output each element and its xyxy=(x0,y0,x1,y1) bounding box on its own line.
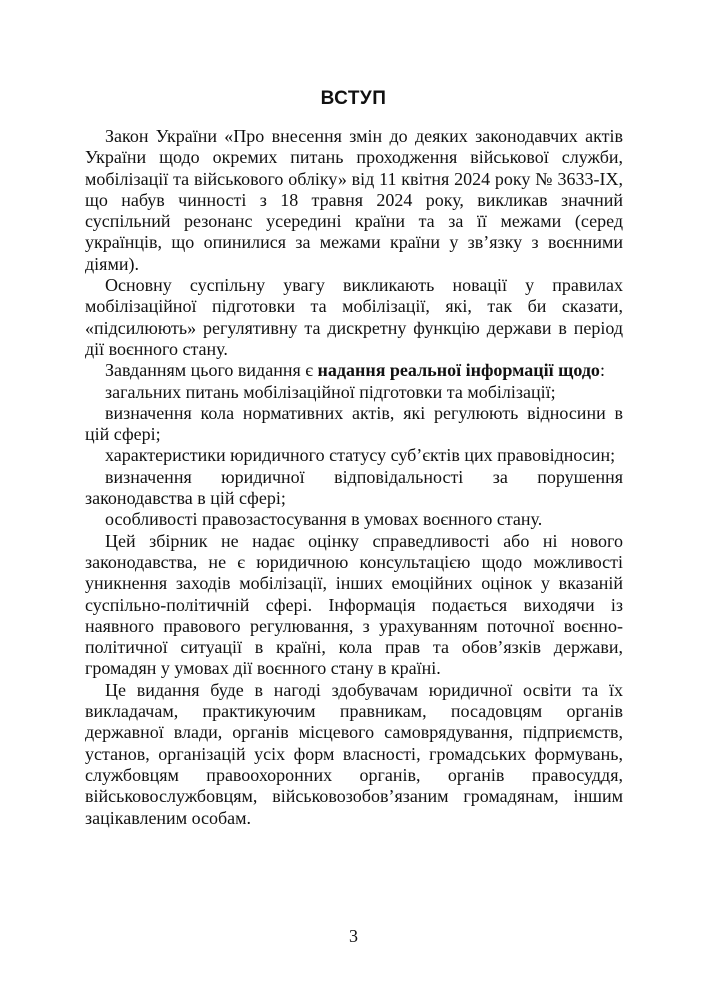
text-line xyxy=(85,211,623,232)
text-segment: Основну суспільну увагу викликають новації у правилах xyxy=(105,275,623,296)
text-line xyxy=(85,637,623,658)
text-segment: мобілізації та військового обліку» від 11 квітня 2024 року № 3633-IX, xyxy=(85,168,623,189)
text-segment: характеристики юридичного статусу суб’єктів цих правовідносин; xyxy=(105,445,616,466)
paragraph xyxy=(85,509,623,530)
text-segment: громадян у умовах дії воєнного стану в країні. xyxy=(85,658,441,679)
paragraph xyxy=(85,382,623,403)
text-line xyxy=(85,552,623,573)
text-line xyxy=(85,382,623,403)
text-line xyxy=(85,403,623,424)
paragraph xyxy=(85,680,623,829)
text-line xyxy=(85,339,623,360)
text-segment: наявного правового регулювання, з урахуванням поточної воєнно- xyxy=(85,615,623,636)
paragraph xyxy=(85,467,623,510)
text-segment: військовослужбовцям, військовозобов’язаним громадянам, іншим xyxy=(85,786,623,807)
text-segment: законодавства, не є юридичною консультацією щодо можливості xyxy=(85,551,623,572)
text-segment: українців, що опинилися за межами країни у зв’язку з воєнними xyxy=(85,232,623,253)
text-segment: : xyxy=(599,360,605,381)
paragraph xyxy=(85,531,623,680)
text-line xyxy=(85,765,623,786)
text-line xyxy=(85,722,623,743)
text-line xyxy=(85,147,623,168)
text-line xyxy=(85,786,623,807)
text-segment: мобілізаційної підготовки та мобілізації, які, так би сказати, xyxy=(85,296,623,317)
text-segment: законодавства в цій сфері; xyxy=(85,488,286,509)
text-segment: установ, організацій усіх форм власності, громадських формувань, xyxy=(85,743,623,764)
text-segment: службовцям правоохоронних органів, органів правосуддя, xyxy=(85,764,623,785)
paragraph xyxy=(85,275,623,360)
paragraph xyxy=(85,403,623,446)
text-line xyxy=(85,275,623,296)
paragraph xyxy=(85,360,623,381)
text-segment: зацікавленим особам. xyxy=(85,807,252,828)
text-segment: цій сфері; xyxy=(85,424,161,445)
text-line xyxy=(85,616,623,637)
text-line xyxy=(85,595,623,616)
text-segment: визначення кола нормативних актів, які регулюють відносини в xyxy=(105,402,623,423)
text-segment: суспільно-політичній сфері. Інформація подається виходячи із xyxy=(85,594,623,615)
text-segment: дії воєнного стану. xyxy=(85,338,228,359)
text-segment: діями). xyxy=(85,253,139,274)
text-line xyxy=(85,445,623,466)
text-line xyxy=(85,680,623,701)
page-number: 3 xyxy=(349,926,358,946)
text-segment: загальних питань мобілізаційної підготовки та мобілізації; xyxy=(105,381,556,402)
text-segment: викладачам, практикуючим правникам, посадовцям органів xyxy=(85,701,623,722)
text-line xyxy=(85,488,623,509)
text-line xyxy=(85,744,623,765)
text-segment: України щодо окремих питань проходження військової служби, xyxy=(85,147,623,168)
document-body xyxy=(85,126,623,829)
text-line xyxy=(85,360,623,381)
paragraph xyxy=(85,126,623,275)
text-line xyxy=(85,531,623,552)
text-line xyxy=(85,509,623,530)
text-segment: суспільний резонанс усередині країни та за її межами (серед xyxy=(85,211,623,232)
text-line xyxy=(85,467,623,488)
text-segment: що набув чинності з 18 травня 2024 року, викликав значний xyxy=(85,189,623,210)
text-segment: Завданням цього видання є xyxy=(105,360,318,381)
text-line xyxy=(85,318,623,339)
text-segment: особливості правозастосування в умовах воєнного стану. xyxy=(105,509,543,530)
text-line xyxy=(85,573,623,594)
text-line xyxy=(85,254,623,275)
text-line xyxy=(85,701,623,722)
text-segment: «підсилюють» регулятивну та дискретну функцію держави в період xyxy=(85,317,623,338)
text-segment: державної влади, органів місцевого самоврядування, підприємств, xyxy=(85,722,623,743)
text-segment: політичної ситуації в країні, кола прав та обов’язків держави, xyxy=(85,637,623,658)
text-line xyxy=(85,169,623,190)
text-line xyxy=(85,808,623,829)
text-line xyxy=(85,658,623,679)
text-segment: Закон України «Про внесення змін до деяких законодавчих актів xyxy=(105,126,623,146)
text-line xyxy=(85,296,623,317)
paragraph xyxy=(85,445,623,466)
text-segment: уникнення заходів мобілізації, інших емоційних оцінок у вказаній xyxy=(85,573,623,594)
text-line xyxy=(85,126,623,147)
bold-text: надання реальної інформації щодо xyxy=(317,360,600,381)
page-title: ВСТУП xyxy=(320,88,387,109)
text-segment: визначення юридичної відповідальності за порушення xyxy=(105,466,623,487)
text-line xyxy=(85,424,623,445)
text-line xyxy=(85,232,623,253)
text-line xyxy=(85,190,623,211)
text-segment: Цей збірник не надає оцінку справедливості або ні нового xyxy=(105,530,623,551)
text-segment: Це видання буде в нагоді здобувачам юридичної освіти та їх xyxy=(105,679,623,700)
